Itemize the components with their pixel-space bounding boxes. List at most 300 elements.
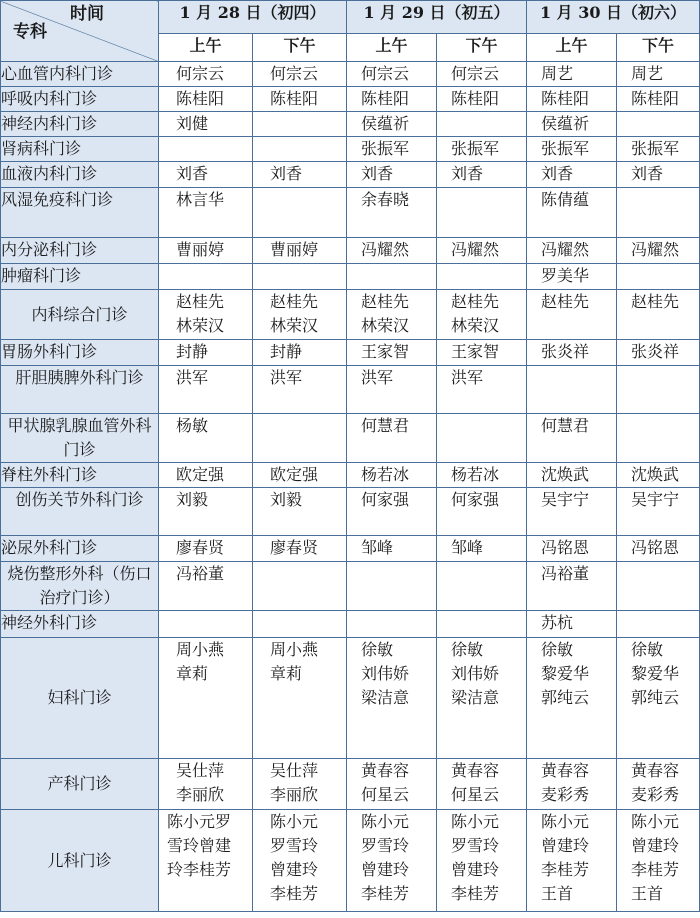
schedule-row xyxy=(1,536,700,562)
doctor-name: 陈桂阳 xyxy=(270,89,319,108)
doctor-name: 吴仕萍 xyxy=(270,761,319,780)
doctor-name: 陈桂阳 xyxy=(361,89,410,108)
doctor-cell xyxy=(617,611,700,638)
doctor-name: 黄春容 xyxy=(361,761,410,780)
doctor-cell xyxy=(527,366,617,414)
doctor-cell xyxy=(617,366,700,414)
schedule-row xyxy=(1,112,700,137)
doctor-name: 林荣汉 xyxy=(270,316,319,335)
schedule-row xyxy=(1,290,700,340)
doctor-name: 冯铭恩 xyxy=(631,538,680,557)
doctor-name: 封静 xyxy=(270,342,303,361)
doctor-name: 梁洁意 xyxy=(361,688,410,707)
department-name: 烧伤整形外科（伤口治疗门诊） xyxy=(1,562,159,611)
doctor-name: 赵桂先 xyxy=(361,292,410,311)
doctor-cell xyxy=(617,137,700,162)
doctor-cell xyxy=(159,340,253,366)
doctor-cell xyxy=(437,611,527,638)
doctor-cell xyxy=(617,264,700,290)
doctor-cell xyxy=(347,162,437,188)
doctor-name: 张振军 xyxy=(361,139,410,158)
doctor-name: 赵桂先 xyxy=(541,292,590,311)
doctor-name: 何慧君 xyxy=(361,416,410,435)
doctor-name: 章莉 xyxy=(270,664,303,683)
doctor-cell xyxy=(437,638,527,759)
doctor-cell xyxy=(437,562,527,611)
doctor-name: 麦彩秀 xyxy=(541,785,590,804)
doctor-cell xyxy=(617,638,700,759)
doctor-cell xyxy=(527,562,617,611)
doctor-name: 刘伟娇 xyxy=(361,664,410,683)
department-name: 肾病科门诊 xyxy=(1,137,159,162)
department-name: 神经内科门诊 xyxy=(1,112,159,137)
doctor-cell xyxy=(253,759,347,810)
schedule-row xyxy=(1,414,700,463)
doctor-name: 杨若冰 xyxy=(361,465,410,484)
doctor-name: 黄春容 xyxy=(541,761,590,780)
doctor-cell xyxy=(347,188,437,238)
doctor-cell xyxy=(347,290,437,340)
doctor-cell xyxy=(347,488,437,536)
doctor-name: 洪军 xyxy=(451,368,484,387)
doctor-name: 李桂芳 xyxy=(361,884,410,903)
date-header-jan-29: 1 月 29 日（初五） xyxy=(347,1,527,34)
department-name: 呼吸内科门诊 xyxy=(1,87,159,112)
doctor-cell xyxy=(437,759,527,810)
doctor-cell xyxy=(527,188,617,238)
doctor-cell xyxy=(617,340,700,366)
schedule-row xyxy=(1,611,700,638)
department-name: 肿瘤科门诊 xyxy=(1,264,159,290)
doctor-cell xyxy=(347,536,437,562)
doctor-cell xyxy=(437,162,527,188)
doctor-name: 廖春贤 xyxy=(270,538,319,557)
doctor-name: 冯耀然 xyxy=(631,240,680,259)
doctor-name: 何星云 xyxy=(451,785,500,804)
doctor-cell xyxy=(437,264,527,290)
doctor-name: 黄春容 xyxy=(631,761,680,780)
date-header-jan-30: 1 月 30 日（初六） xyxy=(527,1,700,34)
specialty-label: 专科 xyxy=(13,22,47,42)
doctor-name: 杨敏 xyxy=(176,416,209,435)
doctor-cell xyxy=(253,366,347,414)
doctor-name: 赵桂先 xyxy=(176,292,225,311)
doctor-cell xyxy=(437,188,527,238)
doctor-name: 刘香 xyxy=(451,164,484,183)
department-name: 肝胆胰脾外科门诊 xyxy=(1,366,159,414)
doctor-cell xyxy=(159,562,253,611)
doctor-cell xyxy=(159,162,253,188)
doctor-cell xyxy=(527,112,617,137)
doctor-name: 梁洁意 xyxy=(451,688,500,707)
doctor-cell xyxy=(527,238,617,264)
doctor-cell xyxy=(527,536,617,562)
doctor-name: 陈小元 xyxy=(451,812,500,831)
schedule-row xyxy=(1,188,700,238)
department-name: 甲状腺乳腺血管外科门诊 xyxy=(1,414,159,463)
doctor-name: 李丽欣 xyxy=(176,785,225,804)
doctor-name: 刘香 xyxy=(631,164,664,183)
doctor-name: 何宗云 xyxy=(361,64,410,83)
schedule-row xyxy=(1,562,700,611)
doctor-name: 张振军 xyxy=(631,139,680,158)
pm-header: 下午 xyxy=(617,34,700,62)
doctor-name: 沈焕武 xyxy=(631,465,680,484)
doctor-name: 李桂芳 xyxy=(270,884,319,903)
doctor-cell xyxy=(253,562,347,611)
doctor-cell xyxy=(437,536,527,562)
doctor-name: 何慧君 xyxy=(541,416,590,435)
department-name: 脊柱外科门诊 xyxy=(1,463,159,488)
doctor-name: 封静 xyxy=(176,342,209,361)
doctor-name: 杨若冰 xyxy=(451,465,500,484)
doctor-cell xyxy=(617,810,700,912)
doctor-cell xyxy=(159,638,253,759)
department-name: 胃肠外科门诊 xyxy=(1,340,159,366)
schedule-row xyxy=(1,759,700,810)
doctor-name: 何家强 xyxy=(361,490,410,509)
doctor-cell xyxy=(253,611,347,638)
doctor-cell xyxy=(617,112,700,137)
doctor-name: 黄春容 xyxy=(451,761,500,780)
doctor-cell xyxy=(253,414,347,463)
doctor-cell xyxy=(159,188,253,238)
doctor-cell xyxy=(347,562,437,611)
doctor-cell xyxy=(617,162,700,188)
doctor-name: 赵桂先 xyxy=(451,292,500,311)
doctor-cell xyxy=(527,162,617,188)
schedule-row xyxy=(1,810,700,912)
doctor-cell xyxy=(617,188,700,238)
doctor-cell xyxy=(347,414,437,463)
doctor-cell xyxy=(527,638,617,759)
doctor-cell xyxy=(347,264,437,290)
doctor-name: 章莉 xyxy=(176,664,209,683)
schedule-row xyxy=(1,87,700,112)
doctor-cell xyxy=(253,112,347,137)
schedule-row xyxy=(1,340,700,366)
corner-header-cell xyxy=(1,1,159,62)
doctor-name: 邹峰 xyxy=(361,538,394,557)
department-name: 风湿免疫科门诊 xyxy=(1,188,159,238)
doctor-cell xyxy=(159,238,253,264)
schedule-row xyxy=(1,463,700,488)
doctor-name: 徐敏 xyxy=(631,640,664,659)
doctor-name: 周小燕 xyxy=(176,640,225,659)
doctor-name: 郭纯云 xyxy=(541,688,590,707)
doctor-cell xyxy=(159,536,253,562)
doctor-name: 冯耀然 xyxy=(361,240,410,259)
doctor-name: 张振军 xyxy=(451,139,500,158)
doctor-name: 陈倩蕴 xyxy=(541,190,590,209)
doctor-cell xyxy=(527,62,617,87)
doctor-name: 林荣汉 xyxy=(361,316,410,335)
pm-header: 下午 xyxy=(253,34,347,62)
doctor-cell xyxy=(159,62,253,87)
doctor-name: 王首 xyxy=(541,884,574,903)
doctor-name: 冯耀然 xyxy=(451,240,500,259)
doctor-name: 刘健 xyxy=(176,114,209,133)
doctor-name: 曾建玲 xyxy=(631,836,680,855)
am-header: 上午 xyxy=(159,34,253,62)
doctor-name: 曾建玲 xyxy=(270,860,319,879)
doctor-cell xyxy=(437,62,527,87)
doctor-name: 刘伟娇 xyxy=(451,664,500,683)
doctor-cell xyxy=(527,137,617,162)
doctor-cell xyxy=(159,366,253,414)
doctor-cell xyxy=(527,414,617,463)
doctor-cell xyxy=(253,62,347,87)
doctor-name: 欧定强 xyxy=(176,465,225,484)
doctor-name: 陈小元 xyxy=(631,812,680,831)
doctor-name: 冯裕董 xyxy=(541,564,590,583)
doctor-cell xyxy=(617,290,700,340)
doctor-name: 黎爱华 xyxy=(541,664,590,683)
doctor-cell xyxy=(617,238,700,264)
doctor-name: 麦彩秀 xyxy=(631,785,680,804)
doctor-name: 刘毅 xyxy=(270,490,303,509)
doctor-cell xyxy=(159,414,253,463)
doctor-cell xyxy=(347,112,437,137)
doctor-cell xyxy=(253,638,347,759)
doctor-name: 王家智 xyxy=(361,342,410,361)
doctor-cell xyxy=(527,759,617,810)
schedule-row xyxy=(1,488,700,536)
doctor-cell xyxy=(159,112,253,137)
doctor-cell xyxy=(617,488,700,536)
doctor-name: 冯铭恩 xyxy=(541,538,590,557)
doctor-name: 徐敏 xyxy=(361,640,394,659)
doctor-cell xyxy=(253,162,347,188)
doctor-cell xyxy=(527,340,617,366)
doctor-cell xyxy=(253,488,347,536)
doctor-name: 曾建玲 xyxy=(541,836,590,855)
doctor-cell xyxy=(347,463,437,488)
doctor-name: 张炎祥 xyxy=(541,342,590,361)
schedule-row xyxy=(1,264,700,290)
doctor-cell xyxy=(159,463,253,488)
doctor-name: 吴宇宁 xyxy=(541,490,590,509)
doctor-name: 王首 xyxy=(631,884,664,903)
doctor-cell xyxy=(347,62,437,87)
doctor-name: 洪军 xyxy=(176,368,209,387)
department-name: 泌尿外科门诊 xyxy=(1,536,159,562)
doctor-name: 何宗云 xyxy=(451,64,500,83)
doctor-name: 何宗云 xyxy=(176,64,225,83)
doctor-cell xyxy=(253,340,347,366)
doctor-cell xyxy=(347,87,437,112)
doctor-name: 周小燕 xyxy=(270,640,319,659)
doctor-cell xyxy=(347,611,437,638)
doctor-name: 曹丽婷 xyxy=(176,240,225,259)
doctor-name: 林荣汉 xyxy=(176,316,225,335)
doctor-name: 廖春贤 xyxy=(176,538,225,557)
date-header-jan-28: 1 月 28 日（初四） xyxy=(159,1,347,34)
doctor-name: 侯蕴祈 xyxy=(361,114,410,133)
doctor-name: 陈桂阳 xyxy=(451,89,500,108)
doctor-name: 沈焕武 xyxy=(541,465,590,484)
doctor-name: 林荣汉 xyxy=(451,316,500,335)
doctor-name: 刘香 xyxy=(361,164,394,183)
doctor-name: 陈小元 xyxy=(361,812,410,831)
doctor-cell xyxy=(253,137,347,162)
doctor-cell xyxy=(617,536,700,562)
am-header: 上午 xyxy=(347,34,437,62)
doctor-name: 曾建玲 xyxy=(451,860,500,879)
doctor-name: 雪玲曾建 xyxy=(167,836,232,855)
doctor-name: 冯耀然 xyxy=(541,240,590,259)
doctor-name: 陈小元 xyxy=(541,812,590,831)
doctor-name: 赵桂先 xyxy=(631,292,680,311)
doctor-name: 刘香 xyxy=(176,164,209,183)
department-name: 儿科门诊 xyxy=(1,810,159,912)
doctor-cell xyxy=(347,137,437,162)
doctor-name: 李丽欣 xyxy=(270,785,319,804)
doctor-name: 余春晓 xyxy=(361,190,410,209)
time-label: 时间 xyxy=(70,4,104,24)
doctor-cell xyxy=(527,463,617,488)
doctor-cell xyxy=(347,810,437,912)
doctor-cell xyxy=(617,414,700,463)
doctor-cell xyxy=(437,238,527,264)
department-name: 血液内科门诊 xyxy=(1,162,159,188)
department-name: 神经外科门诊 xyxy=(1,611,159,638)
doctor-name: 罗美华 xyxy=(541,266,590,285)
doctor-name: 林言华 xyxy=(176,190,225,209)
doctor-cell xyxy=(253,238,347,264)
doctor-name: 徐敏 xyxy=(541,640,574,659)
doctor-cell xyxy=(347,638,437,759)
doctor-name: 曾建玲 xyxy=(361,860,410,879)
pm-header: 下午 xyxy=(437,34,527,62)
doctor-cell xyxy=(253,188,347,238)
doctor-name: 冯裕董 xyxy=(176,564,225,583)
date-header-row xyxy=(1,1,700,34)
doctor-cell xyxy=(437,112,527,137)
doctor-cell xyxy=(159,611,253,638)
doctor-name: 张炎祥 xyxy=(631,342,680,361)
doctor-name: 刘毅 xyxy=(176,490,209,509)
doctor-cell xyxy=(617,463,700,488)
doctor-name: 李桂芳 xyxy=(631,860,680,879)
doctor-name: 罗雪玲 xyxy=(270,836,319,855)
doctor-cell xyxy=(617,87,700,112)
schedule-row xyxy=(1,162,700,188)
doctor-cell xyxy=(617,562,700,611)
doctor-cell xyxy=(437,488,527,536)
doctor-name: 李桂芳 xyxy=(451,884,500,903)
doctor-cell xyxy=(159,264,253,290)
doctor-cell xyxy=(347,366,437,414)
doctor-name: 曹丽婷 xyxy=(270,240,319,259)
doctor-name: 赵桂先 xyxy=(270,292,319,311)
doctor-name: 邹峰 xyxy=(451,538,484,557)
doctor-name: 陈小元 xyxy=(270,812,319,831)
doctor-name: 黎爱华 xyxy=(631,664,680,683)
doctor-cell xyxy=(253,463,347,488)
doctor-cell xyxy=(527,290,617,340)
doctor-cell xyxy=(437,340,527,366)
doctor-name: 何家强 xyxy=(451,490,500,509)
doctor-name: 何宗云 xyxy=(270,64,319,83)
doctor-cell xyxy=(159,759,253,810)
doctor-cell xyxy=(159,87,253,112)
doctor-name: 徐敏 xyxy=(451,640,484,659)
doctor-cell xyxy=(437,366,527,414)
department-name: 内分泌科门诊 xyxy=(1,238,159,264)
doctor-cell xyxy=(437,810,527,912)
doctor-cell xyxy=(527,87,617,112)
doctor-cell xyxy=(253,87,347,112)
doctor-cell xyxy=(253,264,347,290)
department-name: 产科门诊 xyxy=(1,759,159,810)
doctor-name: 王家智 xyxy=(451,342,500,361)
department-name: 妇科门诊 xyxy=(1,638,159,759)
doctor-name: 洪军 xyxy=(361,368,394,387)
doctor-name: 陈桂阳 xyxy=(176,89,225,108)
doctor-name: 周艺 xyxy=(541,64,574,83)
doctor-cell xyxy=(437,414,527,463)
doctor-name: 李桂芳 xyxy=(541,860,590,879)
doctor-cell xyxy=(437,290,527,340)
doctor-cell xyxy=(437,137,527,162)
am-header: 上午 xyxy=(527,34,617,62)
department-name: 创伤关节外科门诊 xyxy=(1,488,159,536)
doctor-name: 欧定强 xyxy=(270,465,319,484)
doctor-cell xyxy=(253,810,347,912)
schedule-row xyxy=(1,366,700,414)
doctor-cell xyxy=(437,87,527,112)
doctor-name: 苏杭 xyxy=(541,613,574,632)
doctor-name: 刘香 xyxy=(541,164,574,183)
doctor-name: 何星云 xyxy=(361,785,410,804)
doctor-cell xyxy=(159,137,253,162)
doctor-cell xyxy=(347,340,437,366)
doctor-cell xyxy=(159,290,253,340)
doctor-cell xyxy=(527,810,617,912)
doctor-cell xyxy=(253,290,347,340)
department-name: 内科综合门诊 xyxy=(1,290,159,340)
doctor-name: 侯蕴祈 xyxy=(541,114,590,133)
schedule-row xyxy=(1,137,700,162)
doctor-name: 陈桂阳 xyxy=(631,89,680,108)
doctor-cell xyxy=(159,488,253,536)
doctor-name: 洪军 xyxy=(270,368,303,387)
doctor-cell xyxy=(617,759,700,810)
doctor-name: 玲李桂芳 xyxy=(167,860,232,879)
doctor-name: 刘香 xyxy=(270,164,303,183)
doctor-name: 罗雪玲 xyxy=(361,836,410,855)
doctor-cell xyxy=(159,810,253,912)
doctor-name: 陈桂阳 xyxy=(541,89,590,108)
schedule-row xyxy=(1,238,700,264)
doctor-cell xyxy=(437,463,527,488)
schedule-row xyxy=(1,62,700,87)
doctor-cell xyxy=(253,536,347,562)
doctor-cell xyxy=(347,238,437,264)
doctor-name: 吴仕萍 xyxy=(176,761,225,780)
doctor-name: 吴宇宁 xyxy=(631,490,680,509)
department-name: 心血管内科门诊 xyxy=(1,62,159,87)
doctor-cell xyxy=(527,611,617,638)
doctor-name: 周艺 xyxy=(631,64,664,83)
doctor-cell xyxy=(527,264,617,290)
doctor-name: 陈小元罗 xyxy=(167,812,232,831)
doctor-name: 罗雪玲 xyxy=(451,836,500,855)
doctor-cell xyxy=(347,759,437,810)
doctor-cell xyxy=(527,488,617,536)
doctor-name: 郭纯云 xyxy=(631,688,680,707)
